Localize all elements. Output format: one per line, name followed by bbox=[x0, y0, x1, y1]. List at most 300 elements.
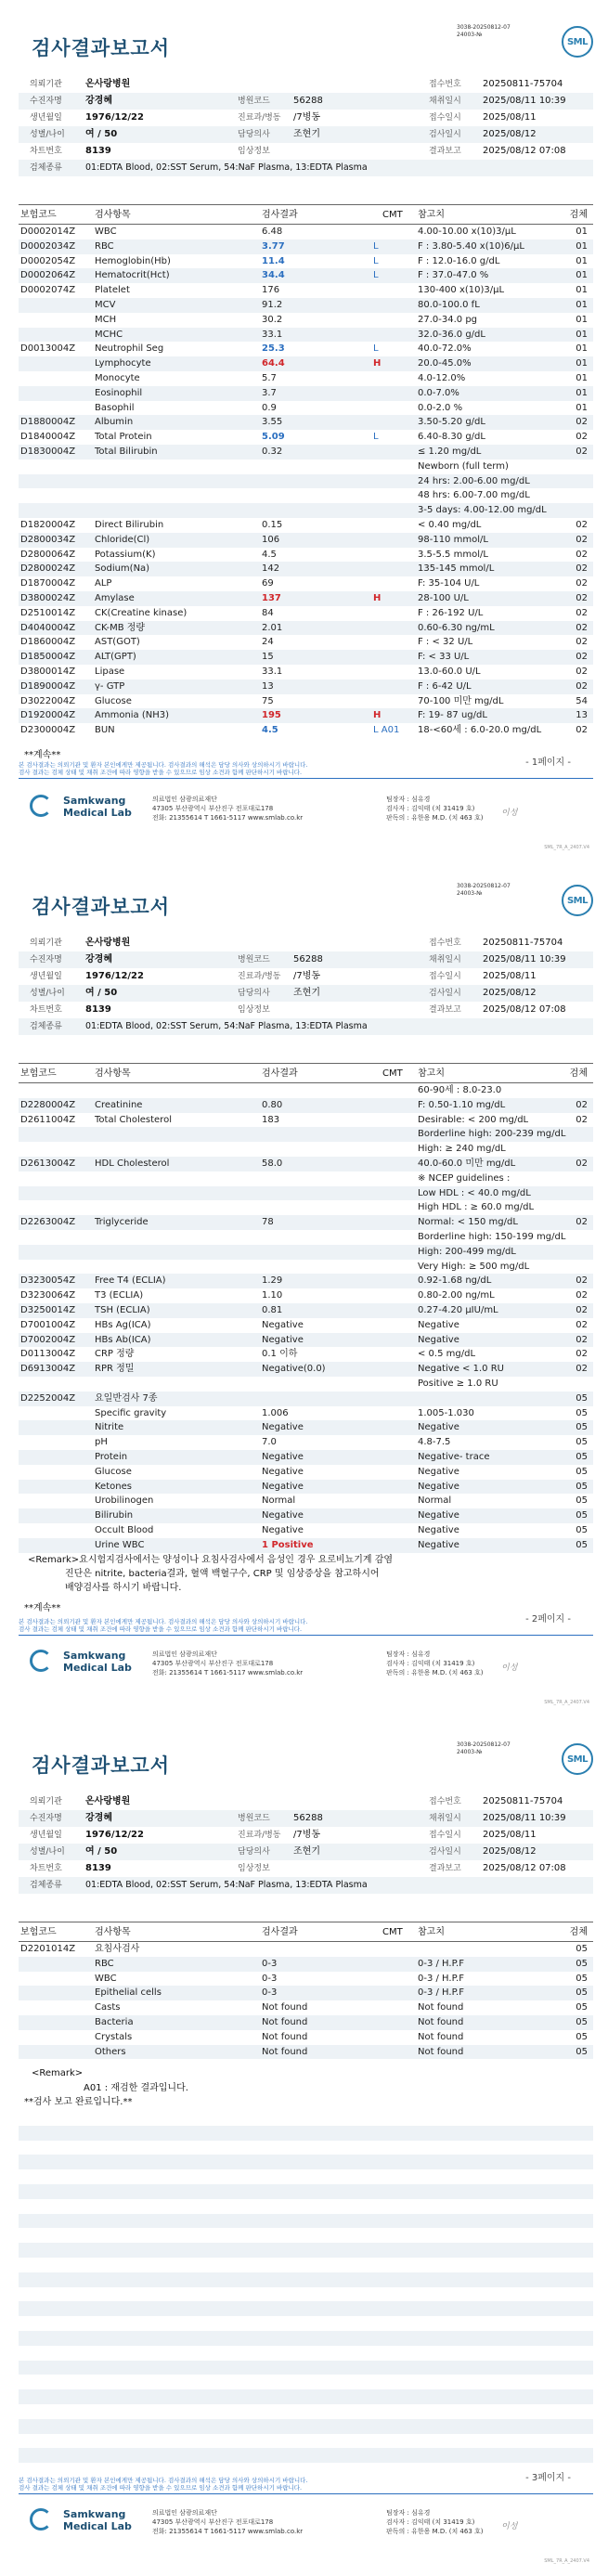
table-row bbox=[19, 1260, 593, 1275]
sml-logo: SML bbox=[562, 26, 593, 58]
table-row bbox=[19, 1508, 593, 1523]
info-label: 결과보고 bbox=[429, 1864, 461, 1873]
cell-code: D1830004Z bbox=[20, 446, 76, 457]
table-body bbox=[19, 1942, 593, 2059]
info-label: 의뢰기관 bbox=[30, 1797, 62, 1806]
cell-code: D3022004Z bbox=[20, 695, 76, 706]
info-value: 1976/12/22 bbox=[85, 112, 144, 123]
column-header: 검사항목 bbox=[95, 210, 131, 220]
cell-spec: 02 bbox=[576, 1217, 588, 1228]
cell-result: Negative bbox=[262, 1510, 304, 1521]
info-value: 2025/08/11 10:39 bbox=[483, 96, 566, 106]
cell-spec: 13 bbox=[576, 710, 588, 721]
cell-ref: Not found bbox=[418, 2046, 464, 2057]
cell-flag: H bbox=[373, 710, 382, 721]
cell-spec: 01 bbox=[576, 227, 588, 237]
cell-result: 0.1 이하 bbox=[262, 1349, 298, 1360]
cell-code: D3230064Z bbox=[20, 1290, 76, 1301]
column-header: 보험코드 bbox=[20, 210, 57, 220]
cell-spec: 01 bbox=[576, 240, 588, 252]
cell-result: 25.3 bbox=[262, 343, 285, 355]
cell-spec: 05 bbox=[576, 1466, 588, 1477]
cell-ref: 20.0-45.0% bbox=[418, 358, 472, 369]
cell-name: Creatinine bbox=[95, 1099, 143, 1110]
table-row bbox=[19, 518, 593, 533]
cell-code: D3800024Z bbox=[20, 592, 76, 603]
cell-ref: 3.50-5.20 g/dL bbox=[418, 417, 485, 428]
cell-name: Neutrophil Seg bbox=[95, 343, 164, 355]
info-label: 생년월일 bbox=[30, 1831, 62, 1840]
cell-result: 30.2 bbox=[262, 314, 283, 325]
cell-name: Occult Blood bbox=[95, 1524, 154, 1535]
info-value: 1976/12/22 bbox=[85, 971, 144, 981]
cell-result: 4.5 bbox=[262, 549, 277, 560]
cell-spec: 05 bbox=[576, 1481, 588, 1492]
table-row bbox=[19, 1303, 593, 1318]
cell-flag: L bbox=[373, 432, 379, 443]
report-page-1 bbox=[0, 0, 608, 859]
cell-name: HDL Cholesterol bbox=[95, 1158, 170, 1169]
cell-name: AST(GOT) bbox=[95, 637, 140, 648]
sml-footer-logo-icon bbox=[30, 1650, 56, 1670]
cell-result: 0.9 bbox=[262, 402, 277, 413]
cell-result: 78 bbox=[262, 1217, 274, 1228]
cell-code: D0002074Z bbox=[20, 285, 76, 296]
cell-name: Potassium(K) bbox=[95, 549, 156, 560]
info-row bbox=[19, 1827, 593, 1844]
table-row bbox=[19, 1435, 593, 1450]
cell-result: 1 Positive bbox=[262, 1539, 314, 1550]
cell-ref: Very High: ≥ 500 mg/dL bbox=[418, 1261, 530, 1272]
info-row bbox=[19, 1018, 593, 1035]
empty-row bbox=[19, 2287, 593, 2302]
table-row bbox=[19, 1957, 593, 1972]
info-value: /7병동 bbox=[293, 971, 321, 981]
cell-ref: 0-3 / H.P.F bbox=[418, 1987, 464, 1999]
info-value: 2025/08/11 bbox=[483, 971, 537, 981]
cell-code: D0002054Z bbox=[20, 255, 76, 266]
cell-result: Not found bbox=[262, 2031, 308, 2042]
cell-spec: 02 bbox=[576, 1349, 588, 1360]
cell-name: Urine WBC bbox=[95, 1539, 145, 1550]
cell-ref: ※ NCEP guidelines : bbox=[418, 1172, 511, 1184]
cell-result: Negative(0.0) bbox=[262, 1364, 326, 1375]
cell-ref: 28-100 U/L bbox=[418, 592, 469, 603]
table-row bbox=[19, 328, 593, 343]
cell-ref: 24 hrs: 2.00-6.00 mg/dL bbox=[418, 475, 530, 486]
cell-result: 195 bbox=[262, 710, 281, 721]
empty-row bbox=[19, 2448, 593, 2463]
info-value: 강경혜 bbox=[85, 1813, 112, 1823]
empty-row bbox=[19, 2214, 593, 2229]
cell-ref: F: < 33 U/L bbox=[418, 652, 470, 663]
cell-code: D1880004Z bbox=[20, 417, 76, 428]
cell-result: 91.2 bbox=[262, 299, 283, 310]
table-row bbox=[19, 708, 593, 723]
info-value: 2025/08/12 07:08 bbox=[483, 146, 566, 156]
cell-spec: 05 bbox=[576, 1524, 588, 1535]
form-code: SML_7R_A_2407.V4 bbox=[544, 845, 589, 850]
cell-ref: Negative- trace bbox=[418, 1451, 490, 1462]
cell-spec: 05 bbox=[576, 2031, 588, 2042]
cell-code: D6913004Z bbox=[20, 1364, 76, 1375]
info-label: 성별/나이 bbox=[30, 130, 65, 139]
table-row bbox=[19, 1113, 593, 1128]
cell-result: 4.5 bbox=[262, 725, 278, 736]
table-row bbox=[19, 562, 593, 576]
cell-spec: 01 bbox=[576, 255, 588, 266]
table-body bbox=[19, 225, 593, 738]
info-value: 여 / 50 bbox=[85, 988, 118, 998]
lab-brand: Samkwang Medical Lab bbox=[63, 795, 132, 819]
cell-name: Amylase bbox=[95, 592, 135, 603]
table-row bbox=[19, 694, 593, 709]
report-title: 검사결과보고서 bbox=[32, 37, 171, 59]
cell-ref: Negative bbox=[418, 1422, 459, 1433]
info-value: 조현기 bbox=[293, 1846, 320, 1857]
cell-result: 5.7 bbox=[262, 372, 277, 383]
cell-spec: 01 bbox=[576, 314, 588, 325]
table-row bbox=[19, 533, 593, 548]
cell-spec: 01 bbox=[576, 270, 588, 281]
cell-spec: 05 bbox=[576, 1392, 588, 1404]
empty-row bbox=[19, 2434, 593, 2449]
cell-result: Negative bbox=[262, 1422, 304, 1433]
cell-spec: 02 bbox=[576, 534, 588, 545]
report-title: 검사결과보고서 bbox=[32, 896, 171, 918]
info-label: 검사일시 bbox=[429, 1847, 461, 1857]
cell-code: D7002004Z bbox=[20, 1334, 76, 1345]
cell-spec: 02 bbox=[576, 592, 588, 603]
table-row bbox=[19, 591, 593, 606]
table-row bbox=[19, 723, 593, 738]
cell-name: ALT(GPT) bbox=[95, 652, 136, 663]
barcode-text: 3038-20250812-07 24003-№ bbox=[457, 883, 511, 897]
info-row bbox=[19, 1002, 593, 1018]
info-label: 성별/나이 bbox=[30, 989, 65, 998]
table-row bbox=[19, 474, 593, 489]
info-value: 8139 bbox=[85, 1004, 111, 1015]
cell-result: 0.32 bbox=[262, 446, 283, 457]
cell-name: RBC bbox=[95, 1958, 114, 1969]
info-value: 조현기 bbox=[293, 129, 320, 139]
cell-flag: H bbox=[373, 358, 382, 369]
table-row bbox=[19, 460, 593, 474]
cell-ref: 6.40-8.30 g/dL bbox=[418, 432, 485, 443]
cell-spec: 05 bbox=[576, 1958, 588, 1969]
cell-name: Total Bilirubin bbox=[95, 446, 158, 457]
table-row bbox=[19, 1972, 593, 1987]
info-label: 임상정보 bbox=[238, 1864, 270, 1873]
signatories: 팀장자 : 심유경 검사자 : 김익태 (치 31419 호) 판독의 : 유한용 M.D. (치 463 호) bbox=[386, 796, 484, 822]
cell-code: D2300004Z bbox=[20, 725, 76, 736]
signature: 이성 bbox=[501, 1663, 518, 1673]
info-label: 차트번호 bbox=[30, 147, 62, 156]
cell-spec: 05 bbox=[576, 2002, 588, 2013]
table-row bbox=[19, 2000, 593, 2015]
table-row bbox=[19, 1523, 593, 1538]
footer-divider bbox=[19, 2493, 593, 2494]
cell-name: Ketones bbox=[95, 1481, 132, 1492]
cell-name: CK-MB 정량 bbox=[95, 622, 146, 633]
cell-name: pH bbox=[95, 1437, 108, 1448]
cell-ref: 0.27-4.20 μIU/mL bbox=[418, 1304, 498, 1315]
table-row bbox=[19, 283, 593, 298]
empty-row bbox=[19, 2141, 593, 2155]
cell-ref: 3-5 days: 4.00-12.00 mg/dL bbox=[418, 505, 547, 516]
column-header: CMT bbox=[382, 1068, 403, 1079]
cell-name: Chloride(Cl) bbox=[95, 534, 150, 545]
table-row bbox=[19, 430, 593, 445]
info-value: /7병동 bbox=[293, 112, 321, 123]
cell-code: D3250014Z bbox=[20, 1304, 76, 1315]
table-row bbox=[19, 1098, 593, 1113]
cell-name: MCV bbox=[95, 299, 116, 310]
cell-ref: High: 200-499 mg/dL bbox=[418, 1246, 516, 1257]
cell-name: Hematocrit(Hct) bbox=[95, 270, 170, 281]
cell-result: 11.4 bbox=[262, 255, 285, 266]
table-row bbox=[19, 488, 593, 503]
empty-row bbox=[19, 2375, 593, 2389]
cell-ref: 40.0-72.0% bbox=[418, 343, 472, 355]
cell-result: Not found bbox=[262, 2046, 308, 2057]
info-label: 검사일시 bbox=[429, 130, 461, 139]
table-row bbox=[19, 1333, 593, 1348]
cell-code: D4040004Z bbox=[20, 622, 76, 633]
lab-brand: Samkwang Medical Lab bbox=[63, 1650, 132, 1674]
cell-code: D1870004Z bbox=[20, 578, 76, 589]
footer-disclaimer: 본 검사결과는 의뢰기관 및 환자 본인에게만 제공됩니다. 검사결과의 해석은 담당 의사와 상의하시기 바랍니다. 검사 결과는 검체 상태 및 채취 조건에 따라 영향을 받을 수 있으므로 임상 소견과 함께 판단하시기 바랍니다. bbox=[19, 761, 308, 776]
info-label: 담당의사 bbox=[238, 1847, 270, 1857]
table-row bbox=[19, 1362, 593, 1377]
cell-ref: 0-3 / H.P.F bbox=[418, 1958, 464, 1969]
cell-ref: F: 35-104 U/L bbox=[418, 578, 480, 589]
cell-spec: 02 bbox=[576, 549, 588, 560]
cell-spec: 02 bbox=[576, 1114, 588, 1125]
info-value: 20250811-75704 bbox=[483, 938, 563, 948]
cell-spec: 05 bbox=[576, 1510, 588, 1521]
empty-row bbox=[19, 2258, 593, 2272]
cell-result: 3.55 bbox=[262, 417, 283, 428]
cell-result: 33.1 bbox=[262, 329, 283, 340]
cell-code: D2510014Z bbox=[20, 607, 76, 618]
info-label: 의뢰기관 bbox=[30, 938, 62, 948]
cell-code: D3230054Z bbox=[20, 1275, 76, 1287]
cell-result: 183 bbox=[262, 1114, 280, 1125]
table-row bbox=[19, 386, 593, 401]
cell-code: D2280004Z bbox=[20, 1099, 76, 1110]
table-row bbox=[19, 1157, 593, 1171]
cell-code: D7001004Z bbox=[20, 1319, 76, 1330]
table-header bbox=[19, 1063, 593, 1083]
report-title: 검사결과보고서 bbox=[32, 1754, 171, 1777]
cell-name: 요침사검사 bbox=[95, 1944, 140, 1954]
continue-note: **계속** bbox=[24, 750, 61, 760]
cell-code: D1820004Z bbox=[20, 519, 76, 530]
lab-address: 의료법인 삼광의료재단 47305 부산광역시 부산진구 전포대로178 전화: 21355614 T 1661-5117 www.smlab.co.kr bbox=[152, 2509, 304, 2535]
continue-note: **계속** bbox=[24, 1603, 61, 1613]
table-row bbox=[19, 1171, 593, 1186]
cell-result: Negative bbox=[262, 1451, 304, 1462]
cell-spec: 05 bbox=[576, 1495, 588, 1507]
cell-result: 1.006 bbox=[262, 1407, 289, 1418]
cell-spec: 54 bbox=[576, 695, 588, 706]
cell-spec: 01 bbox=[576, 329, 588, 340]
cell-ref: Newborn (full term) bbox=[418, 460, 509, 472]
table-row bbox=[19, 1480, 593, 1495]
table-row bbox=[19, 1186, 593, 1201]
cell-code: D2613004Z bbox=[20, 1158, 76, 1169]
results-table bbox=[19, 204, 593, 738]
sml-logo: SML bbox=[562, 885, 593, 916]
lab-address: 의료법인 삼광의료재단 47305 부산광역시 부산진구 전포대로178 전화: 21355614 T 1661-5117 www.smlab.co.kr bbox=[152, 796, 304, 822]
cell-name: Lymphocyte bbox=[95, 358, 151, 369]
table-row bbox=[19, 1127, 593, 1142]
cell-result: 137 bbox=[262, 592, 281, 603]
info-value: 2025/08/11 10:39 bbox=[483, 1813, 566, 1823]
empty-row bbox=[19, 2361, 593, 2375]
cell-result: 64.4 bbox=[262, 358, 285, 369]
table-row bbox=[19, 1347, 593, 1362]
cell-ref: 32.0-36.0 g/dL bbox=[418, 329, 485, 340]
cell-spec: 02 bbox=[576, 432, 588, 443]
cell-spec: 02 bbox=[576, 666, 588, 677]
cell-spec: 05 bbox=[576, 1539, 588, 1550]
table-row bbox=[19, 665, 593, 680]
cell-name: 요일반검사 7종 bbox=[95, 1392, 158, 1404]
info-label: 검체종류 bbox=[30, 1022, 62, 1031]
cell-name: Others bbox=[95, 2046, 126, 2057]
cell-ref: 0.60-6.30 ng/mL bbox=[418, 622, 495, 633]
cell-result: Not found bbox=[262, 2016, 308, 2027]
cell-spec: 02 bbox=[576, 607, 588, 618]
cell-name: Triglyceride bbox=[95, 1217, 149, 1228]
info-row bbox=[19, 93, 593, 110]
table-row bbox=[19, 1288, 593, 1303]
info-value: 20250811-75704 bbox=[483, 1796, 563, 1806]
info-label: 임상정보 bbox=[238, 147, 270, 156]
cell-ref: 0-3 / H.P.F bbox=[418, 1973, 464, 1984]
cell-name: Bilirubin bbox=[95, 1510, 134, 1521]
report-page-3 bbox=[0, 1717, 608, 2576]
cell-spec: 01 bbox=[576, 285, 588, 296]
info-label: 접수일시 bbox=[429, 113, 461, 123]
cell-result: 3.77 bbox=[262, 240, 285, 252]
cell-result: 0-3 bbox=[262, 1973, 278, 1984]
cell-ref: Negative bbox=[418, 1524, 459, 1535]
info-label: 차트번호 bbox=[30, 1864, 62, 1873]
info-label: 접수번호 bbox=[429, 938, 461, 948]
cell-ref: Borderline high: 150-199 mg/dL bbox=[418, 1231, 566, 1242]
cell-code: D2800024Z bbox=[20, 563, 76, 575]
info-value: 8139 bbox=[85, 1863, 111, 1873]
lab-brand: Samkwang Medical Lab bbox=[63, 2508, 132, 2532]
cell-flag: L bbox=[373, 255, 379, 266]
cell-ref: ≤ 1.20 mg/dL bbox=[418, 446, 482, 457]
sml-footer-logo-icon bbox=[30, 795, 56, 815]
cell-result: 0.80 bbox=[262, 1099, 283, 1110]
cell-spec: 05 bbox=[576, 1987, 588, 1999]
empty-row bbox=[19, 2272, 593, 2287]
form-code: SML_7R_A_2407.V4 bbox=[544, 1700, 589, 1705]
cell-name: HBs Ag(ICA) bbox=[95, 1319, 151, 1330]
cell-name: WBC bbox=[95, 227, 117, 237]
info-label: 접수일시 bbox=[429, 972, 461, 981]
footer-divider bbox=[19, 1635, 593, 1636]
cell-spec: 02 bbox=[576, 1319, 588, 1330]
cell-result: 3.7 bbox=[262, 387, 277, 398]
table-row bbox=[19, 1420, 593, 1435]
table-row bbox=[19, 650, 593, 665]
info-value: 2025/08/11 10:39 bbox=[483, 954, 566, 964]
footer-divider bbox=[19, 778, 593, 779]
empty-row bbox=[19, 2346, 593, 2361]
cell-ref: 70-100 미만 mg/dL bbox=[418, 695, 504, 706]
cell-ref: 0.80-2.00 ng/mL bbox=[418, 1290, 495, 1301]
cell-code: D1920004Z bbox=[20, 710, 76, 721]
table-header bbox=[19, 1922, 593, 1942]
cell-code: D0002064Z bbox=[20, 270, 76, 281]
cell-spec: 01 bbox=[576, 402, 588, 413]
table-row bbox=[19, 2015, 593, 2030]
cell-result: 69 bbox=[262, 578, 274, 589]
info-label: 진료과/병동 bbox=[238, 113, 281, 123]
cell-spec: 02 bbox=[576, 1364, 588, 1375]
table-row bbox=[19, 548, 593, 563]
cell-code: D2611004Z bbox=[20, 1114, 76, 1125]
cell-name: Bacteria bbox=[95, 2016, 134, 2027]
cell-ref: F: 0.50-1.10 mg/dL bbox=[418, 1099, 506, 1110]
cell-result: 0-3 bbox=[262, 1958, 278, 1969]
cell-ref: Desirable: < 200 mg/dL bbox=[418, 1114, 529, 1125]
cell-result: Normal bbox=[262, 1495, 296, 1507]
info-label: 담당의사 bbox=[238, 130, 270, 139]
info-value: 2025/08/11 bbox=[483, 112, 537, 123]
cell-ref: 18-<60세 : 6.0-20.0 mg/dL bbox=[418, 725, 542, 736]
table-row bbox=[19, 371, 593, 386]
cell-result: 13 bbox=[262, 680, 274, 692]
cell-spec: 02 bbox=[576, 1334, 588, 1345]
cell-name: Monocyte bbox=[95, 372, 140, 383]
cell-result: 7.0 bbox=[262, 1437, 277, 1448]
cell-ref: 4.00-10.00 x(10)3/μL bbox=[418, 227, 516, 237]
info-value: 01:EDTA Blood, 02:SST Serum, 54:NaF Plasma, 13:EDTA Plasma bbox=[85, 1880, 368, 1890]
table-row bbox=[19, 254, 593, 269]
info-value: 여 / 50 bbox=[85, 1846, 118, 1857]
cell-ref: 27.0-34.0 pg bbox=[418, 314, 478, 325]
column-header: CMT bbox=[382, 1927, 403, 1937]
cell-spec: 02 bbox=[576, 446, 588, 457]
cell-name: Urobilinogen bbox=[95, 1495, 154, 1507]
cell-spec: 01 bbox=[576, 299, 588, 310]
column-header: 검체 bbox=[569, 210, 588, 220]
footer-disclaimer: 본 검사결과는 의뢰기관 및 환자 본인에게만 제공됩니다. 검사결과의 해석은 담당 의사와 상의하시기 바랍니다. 검사 결과는 검체 상태 및 채취 조건에 따라 영향을 받을 수 있으므로 임상 소견과 함께 판단하시기 바랍니다. bbox=[19, 1618, 308, 1633]
cell-result: 1.29 bbox=[262, 1275, 283, 1287]
cell-ref: F : < 32 U/L bbox=[418, 637, 473, 648]
cell-result: Negative bbox=[262, 1334, 304, 1345]
info-label: 수진자명 bbox=[30, 97, 62, 106]
table-row bbox=[19, 621, 593, 636]
info-row bbox=[19, 968, 593, 985]
table-row bbox=[19, 298, 593, 313]
cell-name: Lipase bbox=[95, 666, 125, 677]
cell-name: CK(Creatine kinase) bbox=[95, 607, 188, 618]
cell-name: Casts bbox=[95, 2002, 121, 2013]
info-value: 56288 bbox=[293, 96, 323, 106]
table-row bbox=[19, 1942, 593, 1957]
cell-result: 75 bbox=[262, 695, 274, 706]
page-number: - 1페이지 - bbox=[525, 757, 571, 768]
